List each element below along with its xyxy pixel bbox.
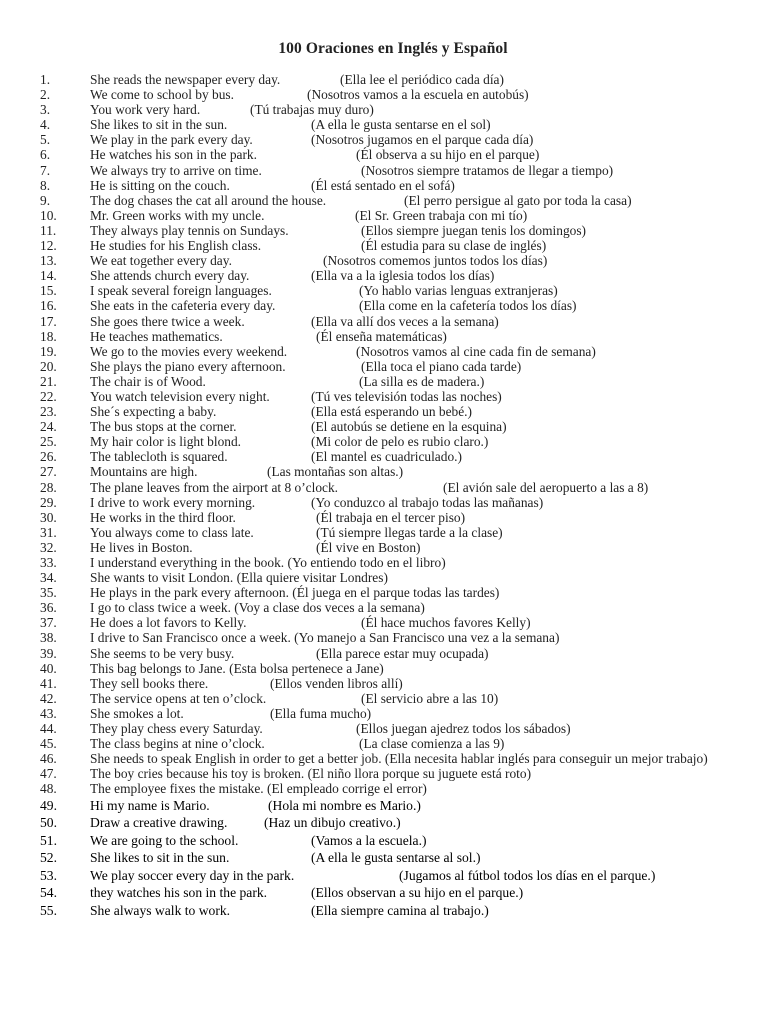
english-sentence: She eats in the cafeteria every day.: [90, 298, 276, 314]
english-sentence: She goes there twice a week.: [90, 313, 245, 329]
item-number: 32.: [40, 539, 57, 555]
item-number: 13.: [40, 253, 57, 269]
spanish-translation: (A ella le gusta sentarse al sol.): [311, 850, 481, 866]
item-number: 12.: [40, 238, 57, 254]
list-item: [18, 797, 738, 815]
list-item: [18, 238, 738, 253]
english-sentence: I drive to San Francisco once a week.: [90, 630, 291, 646]
english-sentence: She always walk to work.: [90, 903, 231, 919]
spanish-translation: (Nosotros comemos juntos todos los días): [323, 253, 548, 269]
item-number: 15.: [40, 283, 57, 299]
spanish-translation: (Haz un dibujo creativo.): [264, 815, 401, 831]
item-number: 16.: [40, 298, 57, 314]
spanish-translation: (Ella come en la cafetería todos los días): [359, 298, 577, 314]
spanish-translation: (Él hace muchos favores Kelly): [361, 615, 531, 631]
english-sentence: The plane leaves from the airport at 8 o’clock.: [90, 479, 338, 495]
item-number: 47.: [40, 766, 57, 782]
item-number: 24.: [40, 419, 57, 435]
english-sentence: He lives in Boston.: [90, 539, 193, 555]
spanish-translation: (A ella le gusta sentarse en el sol): [311, 117, 491, 133]
english-sentence: Draw a creative drawing.: [90, 815, 228, 831]
item-number: 55.: [40, 903, 57, 919]
english-sentence: This bag belongs to Jane.: [90, 660, 226, 676]
item-number: 2.: [40, 87, 51, 103]
list-item: [18, 193, 738, 208]
list-item: [18, 555, 738, 570]
item-number: 20.: [40, 358, 57, 374]
spanish-translation: (Yo conduzco al trabajo todas las mañanas): [311, 494, 544, 510]
item-number: 7.: [40, 162, 51, 178]
item-number: 38.: [40, 630, 57, 646]
spanish-translation: (El servicio abre a las 10): [361, 690, 499, 706]
item-number: 29.: [40, 494, 57, 510]
item-number: 49.: [40, 797, 57, 813]
item-number: 35.: [40, 585, 57, 601]
english-sentence: Mr. Green works with my uncle.: [90, 207, 265, 223]
spanish-translation: (Yo entiendo todo en el libro): [287, 555, 446, 570]
list-item: [18, 525, 738, 540]
spanish-translation: (Mi color de pelo es rubio claro.): [311, 434, 489, 450]
list-item: [18, 389, 738, 404]
list-item: [18, 419, 738, 434]
item-number: 43.: [40, 705, 57, 721]
english-sentence: She´s expecting a baby.: [90, 404, 217, 420]
english-sentence: I go to class twice a week.: [90, 600, 231, 616]
item-number: 5.: [40, 132, 51, 148]
spanish-translation: (Nosotros jugamos en el parque cada día): [311, 132, 534, 148]
list-item: [18, 480, 738, 495]
item-number: 25.: [40, 434, 57, 450]
english-sentence: He teaches mathematics.: [90, 328, 223, 344]
spanish-translation: (Ella necesita hablar inglés para conseguir un mejor trabajo): [384, 751, 708, 767]
list-item: [18, 646, 738, 661]
english-sentence: You work very hard.: [90, 102, 201, 118]
list-item: [18, 102, 738, 117]
item-number: 30.: [40, 509, 57, 525]
english-sentence: He studies for his English class.: [90, 238, 262, 254]
list-item: [18, 832, 738, 850]
list-item: [18, 814, 738, 832]
spanish-translation: (Él observa a su hijo en el parque): [356, 147, 540, 163]
english-sentence: The dog chases the cat all around the house.: [90, 192, 327, 208]
english-sentence: We always try to arrive on time.: [90, 162, 262, 178]
spanish-translation: (Él vive en Boston): [316, 539, 421, 555]
english-sentence: You always come to class late.: [90, 524, 254, 540]
list-item: [18, 570, 738, 585]
spanish-translation: (Hola mi nombre es Mario.): [268, 797, 421, 813]
item-number: 10.: [40, 207, 57, 223]
spanish-translation: (Ella parece estar muy ocupada): [316, 645, 489, 661]
english-sentence: She likes to sit in the sun.: [90, 117, 228, 133]
english-sentence: You watch television every night.: [90, 388, 270, 404]
item-number: 8.: [40, 177, 51, 193]
english-sentence: He plays in the park every afternoon.: [90, 585, 289, 601]
document-title: 100 Oraciones en Inglés y Español: [278, 40, 508, 57]
spanish-translation: (Ellos siempre juegan tenis los domingos): [361, 222, 587, 238]
list-item: [18, 884, 738, 902]
english-sentence: She needs to speak English in order to get a better job.: [90, 751, 382, 767]
spanish-translation: (Vamos a la escuela.): [311, 832, 427, 848]
english-sentence: He works in the third floor.: [90, 509, 236, 525]
list-item: [18, 751, 738, 766]
english-sentence: She smokes a lot.: [90, 705, 184, 721]
english-sentence: The chair is of Wood.: [90, 373, 206, 389]
english-sentence: I understand everything in the book.: [90, 555, 285, 570]
item-text: [18, 751, 738, 766]
english-sentence: Hi my name is Mario.: [90, 797, 210, 813]
spanish-translation: (Nosotros siempre tratamos de llegar a tiempo): [361, 162, 614, 178]
english-sentence: She likes to sit in the sun.: [90, 850, 230, 866]
item-number: 53.: [40, 867, 57, 883]
spanish-translation: (Ella quiere visitar Londres): [236, 570, 388, 586]
list-item: [18, 510, 738, 525]
spanish-translation: (Tú trabajas muy duro): [250, 102, 374, 118]
list-item: [18, 147, 738, 162]
english-sentence: We play in the park every day.: [90, 132, 253, 148]
spanish-translation: (Él enseña matemáticas): [316, 328, 447, 344]
spanish-translation: (Ellos observan a su hijo en el parque.): [311, 885, 524, 901]
spanish-translation: (Tú ves televisión todas las noches): [311, 388, 502, 404]
spanish-translation: (Ellos juegan ajedrez todos los sábados): [356, 721, 571, 737]
english-sentence: They always play tennis on Sundays.: [90, 222, 289, 238]
item-number: 34.: [40, 570, 57, 586]
item-number: 17.: [40, 313, 57, 329]
list-item: [18, 329, 738, 344]
spanish-translation: (Tú siempre llegas tarde a la clase): [316, 524, 503, 540]
item-number: 26.: [40, 449, 57, 465]
english-sentence: I drive to work every morning.: [90, 494, 256, 510]
spanish-translation: (Voy a clase dos veces a la semana): [234, 600, 425, 616]
list-item: [18, 223, 738, 238]
english-sentence: He watches his son in the park.: [90, 147, 257, 163]
spanish-translation: (Esta bolsa pertenece a Jane): [229, 660, 384, 676]
list-item: [18, 72, 738, 87]
english-sentence: He is sitting on the couch.: [90, 177, 230, 193]
item-number: 23.: [40, 404, 57, 420]
spanish-translation: (Ella va allí dos veces a la semana): [311, 313, 499, 329]
list-item: [18, 867, 738, 885]
list-item: [18, 208, 738, 223]
english-sentence: The employee fixes the mistake.: [90, 781, 264, 797]
english-sentence: The tablecloth is squared.: [90, 449, 228, 465]
item-number: 9.: [40, 192, 51, 208]
item-number: 40.: [40, 660, 57, 676]
list-item: [18, 721, 738, 736]
spanish-translation: (El mantel es cuadriculado.): [311, 449, 462, 465]
list-item: [18, 117, 738, 132]
english-sentence: He does a lot favors to Kelly.: [90, 615, 247, 631]
spanish-translation: (Él está sentado en el sofá): [311, 177, 455, 193]
item-number: 31.: [40, 524, 57, 540]
english-sentence: She attends church every day.: [90, 268, 250, 284]
spanish-translation: (La silla es de madera.): [359, 373, 485, 389]
list-item: [18, 449, 738, 464]
item-number: 11.: [40, 222, 57, 238]
item-number: 45.: [40, 736, 57, 752]
list-item: [18, 736, 738, 751]
english-sentence: They play chess every Saturday.: [90, 721, 263, 737]
english-sentence: The bus stops at the corner.: [90, 419, 237, 435]
item-number: 14.: [40, 268, 57, 284]
list-item: [18, 434, 738, 449]
english-sentence: The service opens at ten o’clock.: [90, 690, 267, 706]
english-sentence: The boy cries because his toy is broken.: [90, 766, 305, 782]
item-number: 18.: [40, 328, 57, 344]
list-item: [18, 540, 738, 555]
english-sentence: My hair color is light blond.: [90, 434, 242, 450]
item-number: 54.: [40, 885, 57, 901]
list-item: [18, 849, 738, 867]
list-item: [18, 585, 738, 600]
list-item: [18, 902, 738, 920]
item-number: 22.: [40, 388, 57, 404]
spanish-translation: (Ella está esperando un bebé.): [311, 404, 472, 420]
list-item: [18, 661, 738, 676]
item-number: 33.: [40, 555, 57, 570]
spanish-translation: (Yo manejo a San Francisco una vez a la semana): [294, 630, 560, 646]
english-sentence: We eat together every day.: [90, 253, 232, 269]
list-item: [18, 314, 738, 329]
spanish-translation: (El empleado corrige el error): [267, 781, 427, 797]
item-number: 4.: [40, 117, 51, 133]
item-number: 3.: [40, 102, 51, 118]
spanish-translation: (Ella fuma mucho): [270, 705, 372, 721]
english-sentence: She wants to visit London.: [90, 570, 234, 586]
english-sentence: They sell books there.: [90, 675, 209, 691]
list-item: [18, 359, 738, 374]
spanish-translation: (Jugamos al fútbol todos los días en el parque.): [399, 867, 656, 883]
english-sentence: I speak several foreign languages.: [90, 283, 272, 299]
english-sentence: We go to the movies every weekend.: [90, 343, 288, 359]
spanish-translation: (Ella va a la iglesia todos los días): [311, 268, 495, 284]
item-number: 48.: [40, 781, 57, 797]
list-item: [18, 268, 738, 283]
spanish-translation: (El Sr. Green trabaja con mi tío): [355, 207, 528, 223]
english-sentence: The class begins at nine o’clock.: [90, 736, 265, 752]
list-item: [18, 87, 738, 102]
english-sentence: She plays the piano every afternoon.: [90, 358, 286, 374]
item-number: 50.: [40, 815, 57, 831]
spanish-translation: (Él juega en el parque todas las tardes): [292, 585, 500, 601]
item-number: 28.: [40, 479, 57, 495]
english-sentence: Mountains are high.: [90, 464, 198, 480]
spanish-translation: (Ella lee el periódico cada día): [340, 72, 504, 87]
item-number: 19.: [40, 343, 57, 359]
spanish-translation: (Yo hablo varias lenguas extranjeras): [359, 283, 558, 299]
spanish-translation: (Las montañas son altas.): [267, 464, 404, 480]
list-item: [18, 178, 738, 193]
english-sentence: We come to school by bus.: [90, 87, 234, 103]
list-item: [18, 132, 738, 147]
spanish-translation: (Él estudia para su clase de inglés): [361, 238, 547, 254]
english-sentence: they watches his son in the park.: [90, 885, 268, 901]
list-item: [18, 344, 738, 359]
item-number: 41.: [40, 675, 57, 691]
spanish-translation: (El niño llora porque su juguete está roto): [307, 766, 532, 782]
list-item: [18, 253, 738, 268]
list-item: [18, 766, 738, 781]
list-item: [18, 404, 738, 419]
list-item: [18, 464, 738, 479]
item-number: 21.: [40, 373, 57, 389]
list-item: [18, 374, 738, 389]
list-item: [18, 600, 738, 615]
list-item: [18, 283, 738, 298]
list-item: [18, 630, 738, 645]
spanish-translation: (Él trabaja en el tercer piso): [316, 509, 466, 525]
list-item: [18, 298, 738, 313]
list-item: [18, 676, 738, 691]
list-item: [18, 691, 738, 706]
item-number: 51.: [40, 832, 57, 848]
spanish-translation: (Nosotros vamos a la escuela en autobús): [307, 87, 529, 103]
spanish-translation: (La clase comienza a las 9): [359, 736, 505, 752]
item-number: 39.: [40, 645, 57, 661]
english-sentence: She seems to be very busy.: [90, 645, 235, 661]
item-number: 52.: [40, 850, 57, 866]
english-sentence: She reads the newspaper every day.: [90, 72, 281, 87]
spanish-translation: (El avión sale del aeropuerto a las a 8): [443, 479, 649, 495]
english-sentence: We are going to the school.: [90, 832, 239, 848]
spanish-translation: (Ella toca el piano cada tarde): [361, 358, 522, 374]
spanish-translation: (El perro persigue al gato por toda la casa): [404, 192, 632, 208]
item-number: 46.: [40, 751, 57, 767]
list-item: [18, 495, 738, 510]
item-number: 36.: [40, 600, 57, 616]
list-item: [18, 615, 738, 630]
item-number: 42.: [40, 690, 57, 706]
item-number: 1.: [40, 72, 51, 87]
list-item: [18, 706, 738, 721]
item-number: 44.: [40, 721, 57, 737]
spanish-translation: (Nosotros vamos al cine cada fin de semana): [356, 343, 596, 359]
list-item: [18, 781, 738, 796]
sentence-list: [18, 72, 738, 920]
spanish-translation: (Ella siempre camina al trabajo.): [311, 903, 489, 919]
list-item: [18, 163, 738, 178]
english-sentence: We play soccer every day in the park.: [90, 867, 295, 883]
item-number: 6.: [40, 147, 51, 163]
spanish-translation: (El autobús se detiene en la esquina): [311, 419, 507, 435]
spanish-translation: (Ellos venden libros allí): [270, 675, 403, 691]
item-number: 37.: [40, 615, 57, 631]
item-number: 27.: [40, 464, 57, 480]
